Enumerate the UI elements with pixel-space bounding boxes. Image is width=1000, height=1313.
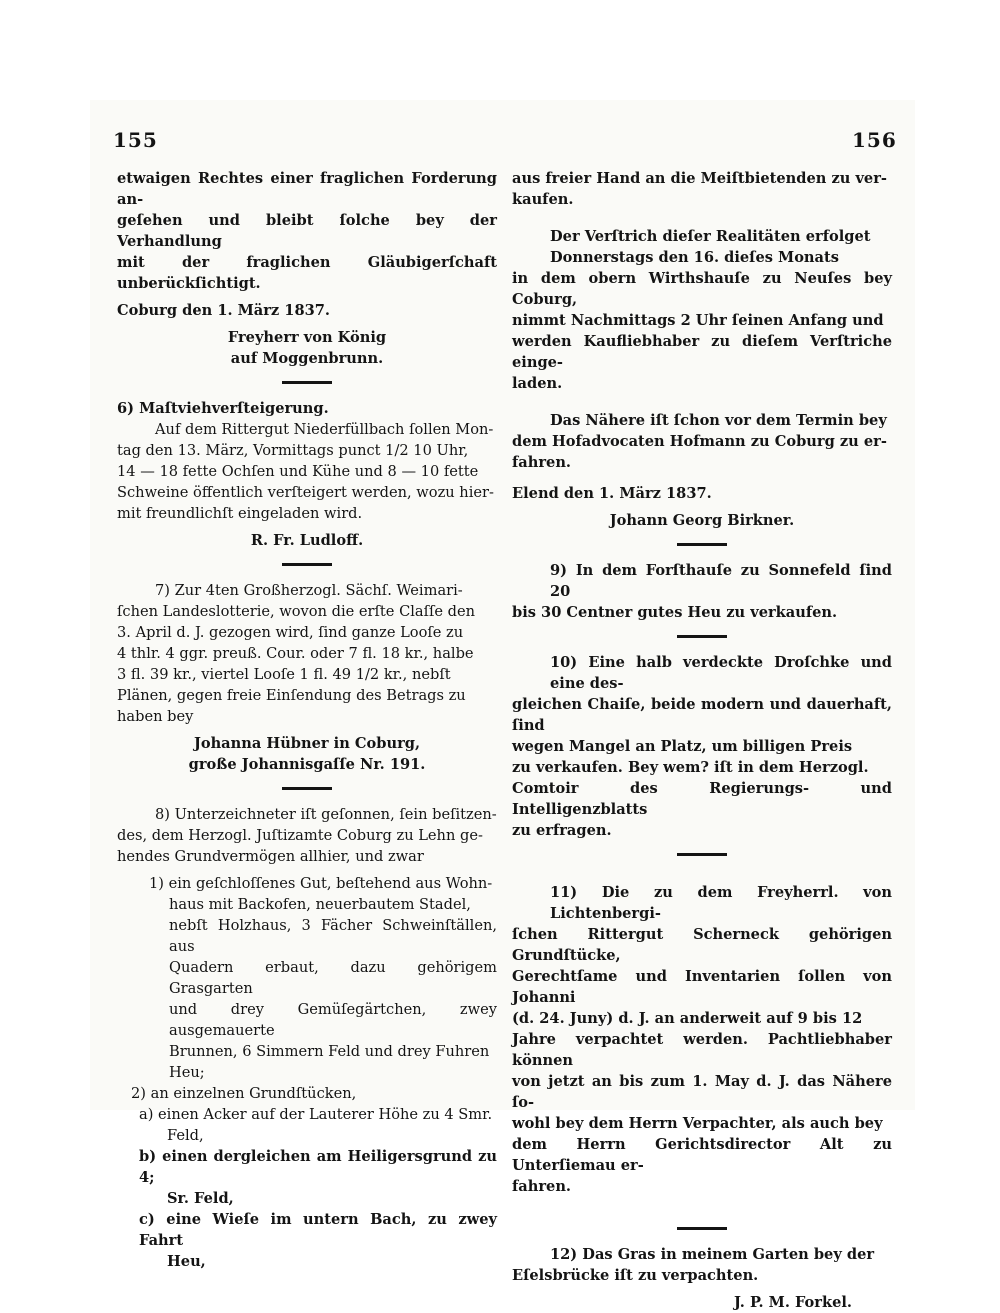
text-line: 1) ein geſchloſſenes Gut, beſtehend aus Wohn- <box>149 875 493 892</box>
text-line: aus freier Hand an die Meiſtbietenden zu ver- <box>512 170 887 187</box>
text-line: Das Nähere iſt ſchon vor dem Termin bey <box>550 412 887 429</box>
right-signature: Johann Georg Birkner. <box>609 512 795 529</box>
text-line: Quadern erbaut, dazu gehörigem Grasgarten <box>169 959 497 997</box>
section-7-signature-line: Johanna Hübner in Coburg, <box>193 735 421 752</box>
auction-paragraph <box>512 226 892 394</box>
text-line: Schweine öffentlich verſteigert werden, wozu hier- <box>117 484 494 501</box>
section-6-body <box>117 419 497 524</box>
text-line: wohl bey dem Herrn Verpachter, als auch bey <box>512 1115 883 1132</box>
continuation-paragraph <box>512 168 892 210</box>
section-6-signature: R. Fr. Ludloff. <box>250 532 364 549</box>
text-line: dem Hofadvocaten Hofmann zu Coburg zu er- <box>512 433 887 450</box>
text-line: Brunnen, 6 Simmern Feld und drey Fuhren <box>169 1043 490 1060</box>
text-line: 8) Unterzeichneter iſt geſonnen, ſein beſitzen- <box>155 806 497 823</box>
section-9-body <box>512 560 892 623</box>
section-divider <box>282 381 332 384</box>
text-line: von jetzt an bis zum 1. May d. J. das Nähere ſo- <box>512 1073 892 1111</box>
text-line: Jahre verpachtet werden. Pachtliebhaber können <box>512 1031 892 1069</box>
text-line: gleichen Chaiſe, beide modern und dauerhaft, ſind <box>512 696 892 734</box>
text-line: geſehen und bleibt ſolche bey der Verhandlung <box>117 212 497 250</box>
text-line: haus mit Backofen, neuerbautem Stadel, <box>169 896 471 913</box>
text-line: 14 — 18 fette Ochſen und Kühe und 8 — 10 fette <box>117 463 479 480</box>
section-divider <box>677 1227 727 1230</box>
section-8-item-2c <box>117 1209 497 1272</box>
section-8-item-1 <box>117 873 497 1083</box>
section-7-body <box>117 580 497 727</box>
section-8-item-2: 2) an einzelnen Grundſtücken, <box>131 1085 357 1102</box>
text-line: tag den 13. März, Vormittags punct 1/2 10 Uhr, <box>117 442 469 459</box>
text-line: Heu, <box>167 1253 206 1270</box>
text-line: fahren. <box>512 454 572 471</box>
text-line: 4 thlr. 4 ggr. preuß. Cour. oder 7 fl. 18 kr., halbe <box>117 645 474 662</box>
text-line: mit der fraglichen Gläubigerſchaft unberückſichtigt. <box>117 254 497 292</box>
text-line: 9) In dem Forſthauſe zu Sonnefeld ſind 20 <box>550 562 892 600</box>
text-line: b) einen dergleichen am Heiligersgrund zu 4; <box>139 1148 497 1186</box>
text-line: Comtoir des Regierungs- und Intelligenzblatts <box>512 780 892 818</box>
text-line: Plänen, gegen freie Einſendung des Betrags zu <box>117 687 466 704</box>
section-12-signature: J. P. M. Forkel. <box>734 1294 852 1311</box>
text-line: nebſt Holzhaus, 3 Fächer Schweinſtällen, aus <box>169 917 497 955</box>
text-line: Eſelsbrücke iſt zu verpachten. <box>512 1267 759 1284</box>
text-line: Donnerstags den 16. dieſes Monats <box>550 249 839 266</box>
section-11-body <box>512 882 892 1197</box>
intro-signature-line: auf Moggenbrunn. <box>230 350 384 367</box>
intro-signature-line: Freyherr von König <box>227 329 387 346</box>
right-column <box>512 168 892 1313</box>
text-line: 11) Die zu dem Freyherrl. von Lichtenbergi- <box>550 884 892 922</box>
info-paragraph <box>512 410 892 473</box>
text-line: 3 fl. 39 kr., viertel Looſe 1 fl. 49 1/2 kr., nebſt <box>117 666 451 683</box>
text-line: laden. <box>512 375 563 392</box>
text-line: a) einen Acker auf der Lauterer Höhe zu 4 Smr. <box>139 1106 493 1123</box>
text-line: wegen Mangel an Platz, um billigen Preis <box>512 738 853 755</box>
section-8-body <box>117 804 497 867</box>
text-line: Auf dem Rittergut Niederfüllbach ſollen Mon- <box>155 421 494 438</box>
text-line: 3. April d. J. gezogen wird, ſind ganze Looſe zu <box>117 624 464 641</box>
intro-paragraph <box>117 168 497 294</box>
text-line: 10) Eine halb verdeckte Droſchke und eine des- <box>550 654 892 692</box>
text-line: werden Kaufliebhaber zu dieſem Verſtriche einge- <box>512 333 892 371</box>
text-line: Der Verſtrich dieſer Realitäten erfolget <box>550 228 871 245</box>
section-divider <box>282 563 332 566</box>
text-line: Gerechtſame und Inventarien ſollen von Johanni <box>512 968 892 1006</box>
text-line: fahren. <box>512 1178 572 1195</box>
text-line: dem Herrn Gerichtsdirector Alt zu Unterſiemau er- <box>512 1136 892 1174</box>
section-12-body <box>512 1244 892 1286</box>
text-line: und drey Gemüſegärtchen, zwey ausgemauerte <box>169 1001 497 1039</box>
section-divider <box>677 543 727 546</box>
page-number-left: 155 <box>113 128 158 152</box>
text-line: Feld, <box>167 1127 204 1144</box>
text-line: bis 30 Centner gutes Heu zu verkaufen. <box>512 604 838 621</box>
text-line: ſchen Landeslotterie, wovon die erſte Claſſe den <box>117 603 476 620</box>
text-line: (d. 24. Juny) d. J. an anderweit auf 9 bis 12 <box>512 1010 863 1027</box>
text-line: in dem obern Wirthshauſe zu Neuſes bey Coburg, <box>512 270 892 308</box>
text-line: Heu; <box>169 1064 205 1081</box>
page-number-right: 156 <box>852 128 897 152</box>
text-line: 7) Zur 4ten Großherzogl. Sächſ. Weimari- <box>155 582 463 599</box>
text-line: etwaigen Rechtes einer fraglichen Forderung an- <box>117 170 497 208</box>
section-7-signature-line: große Johannisgaſſe Nr. 191. <box>188 756 426 773</box>
text-line: ſchen Rittergut Scherneck gehörigen Grundſtücke, <box>512 926 892 964</box>
text-line: hendes Grundvermögen allhier, und zwar <box>117 848 424 865</box>
text-line: zu erfragen. <box>512 822 612 839</box>
text-line: c) eine Wieſe im untern Bach, zu zwey Fahrt <box>139 1211 497 1249</box>
text-line: des, dem Herzogl. Juſtizamte Coburg zu Lehn ge- <box>117 827 483 844</box>
text-line: haben bey <box>117 708 194 725</box>
text-line: zu verkaufen. Bey wem? iſt in dem Herzogl. <box>512 759 869 776</box>
text-line: Sr. Feld, <box>167 1190 234 1207</box>
section-6-heading: 6) Maſtviehverſteigerung. <box>117 400 329 417</box>
section-8-item-2a <box>117 1104 497 1146</box>
text-line: nimmt Nachmittags 2 Uhr ſeinen Anfang und <box>512 312 884 329</box>
section-divider <box>677 635 727 638</box>
section-10-body <box>512 652 892 841</box>
text-line: mit freundlichſt eingeladen wird. <box>117 505 363 522</box>
left-column <box>117 168 497 1272</box>
section-divider <box>677 853 727 856</box>
text-line: kaufen. <box>512 191 574 208</box>
section-divider <box>282 787 332 790</box>
intro-date: Coburg den 1. März 1837. <box>117 302 330 319</box>
right-date: Elend den 1. März 1837. <box>512 485 712 502</box>
text-line: 12) Das Gras in meinem Garten bey der <box>550 1246 875 1263</box>
